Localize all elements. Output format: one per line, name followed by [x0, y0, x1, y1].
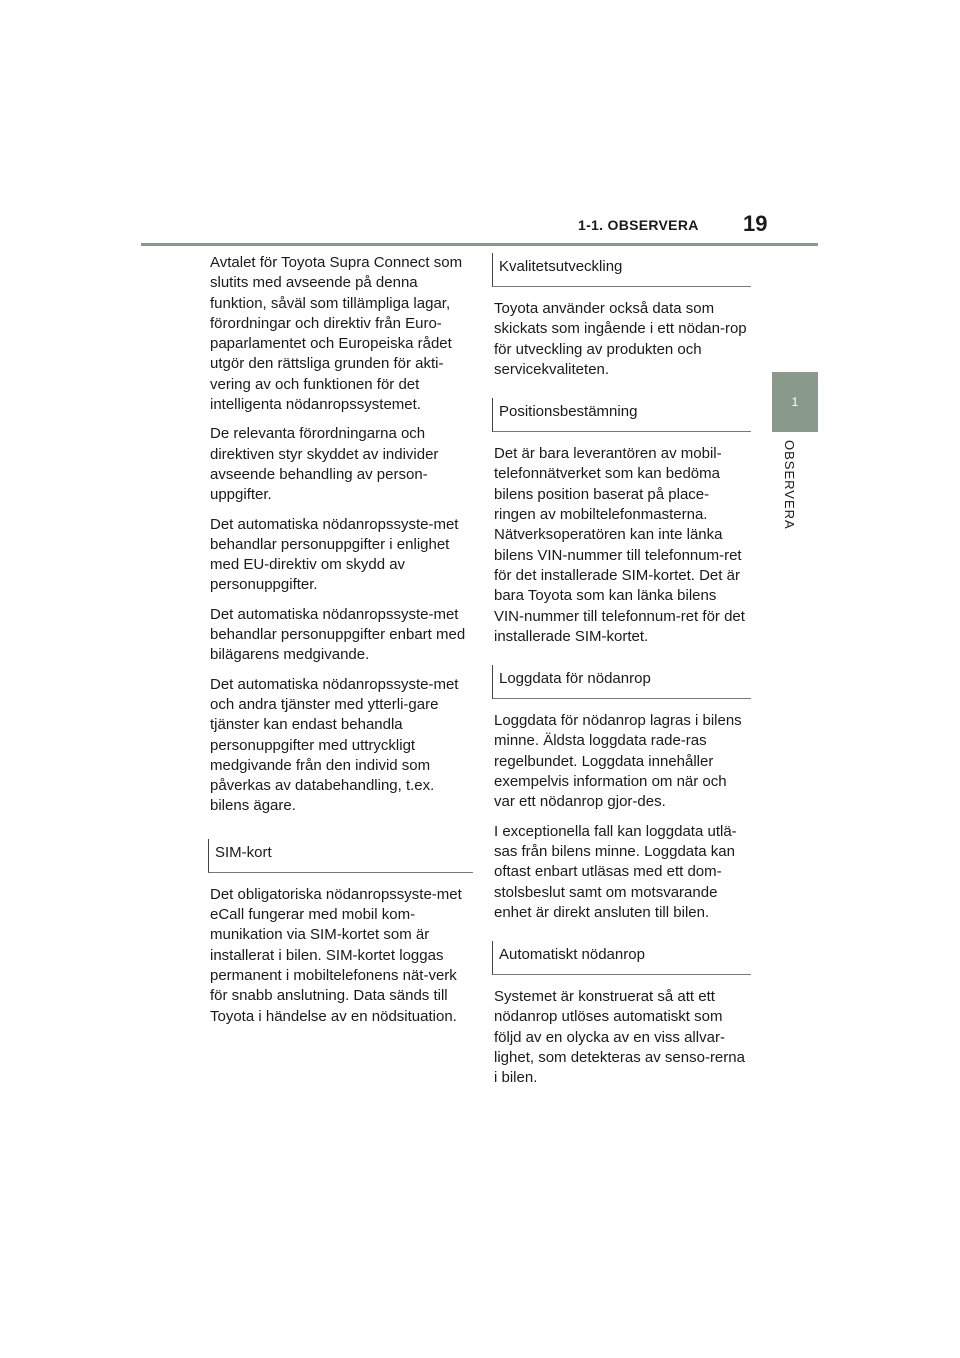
paragraph: Toyota använder också data som skickats som ingående i ett nödan-rop för utveckling av produkten och servicekvaliteten. — [494, 300, 747, 378]
chapter-label: OBSERVERA — [782, 440, 797, 530]
right-column — [494, 253, 750, 1098]
section-heading-sim-card: SIM-kort — [208, 839, 473, 873]
paragraph: Det automatiska nödanropssyste-met behandlar personuppgifter i enlighet med EU-direktiv om skydd av personuppgifter. — [210, 515, 459, 594]
paragraph: Systemet är konstruerat så att ett nödanrop utlöses automatiskt som följd av en olycka av en viss allvar-lighet, som detekteras av senso-rerna i bilen. — [494, 988, 745, 1087]
section-title: 1-1. OBSERVERA — [578, 217, 699, 233]
chapter-tab[interactable] — [772, 372, 818, 432]
chapter-number: 1 — [791, 395, 799, 409]
paragraph: Det är bara leverantören av mobil-telefonnätverket som kan bedöma bilens position baserat på place-ringen av mobiltelefonmasterna. Nätverksoperatören kan inte länka bilens VIN-nummer till telefonnum-ret för det installerade SIM-kortet. Det är bara Toyota som kan länka bilens VIN-nummer till telefonnum-ret för det installerade SIM-kortet. — [494, 445, 745, 645]
paragraph: I exceptionella fall kan loggdata utlä-sas från bilens minne. Loggdata kan oftast enbart utläsas med ett dom-stolsbeslut samt om motsvarande enhet är direkt ansluten till bilen. — [494, 822, 737, 921]
section-heading-positioning: Positionsbestämning — [492, 398, 751, 432]
section-heading-log-data: Loggdata för nödanrop — [492, 665, 751, 699]
header-divider — [141, 243, 818, 246]
section-heading-auto-call: Automatiskt nödanrop — [492, 941, 751, 975]
page-number: 19 — [743, 211, 768, 236]
paragraph: Det obligatoriska nödanropssyste-met eCall fungerar med mobil kom-munikation via SIM-kortet som är installerat i bilen. SIM-kortet loggas permanent i mobiltelefonens nät-verk för snabb anslutning. Data sänds till Toyota i händelse av en nödsituation. — [210, 885, 462, 1025]
paragraph: Det automatiska nödanropssyste-met och andra tjänster med ytterli-gare tjänster kan endast behandla personuppgifter med uttryckligt medgivande från den individ som påverkas av databehandling, t.ex. bilens ägare. — [210, 675, 459, 815]
paragraph: De relevanta förordningarna och direktiven styr skyddet av individer avseende behandling av person-uppgifter. — [210, 425, 439, 504]
paragraph: Avtalet för Toyota Supra Connect som slutits med avseende på denna funktion, såväl som tillämpliga lagar, förordningar och direktiv från Euro-paparlamentet och Europeiska rådet utgör den rättsliga grunden för akti-vering av och funktionen för det intelligenta nödanropssystemet. — [210, 254, 463, 414]
section-heading-quality: Kvalitetsutveckling — [492, 253, 751, 287]
left-column — [210, 253, 470, 1036]
paragraph: Loggdata för nödanrop lagras i bilens minne. Äldsta loggdata rade-ras regelbundet. Loggdata innehåller exempelvis information om när och var ett nödanrop gjor-des. — [494, 712, 742, 811]
paragraph: Det automatiska nödanropssyste-met behandlar personuppgifter enbart med bilägarens medgivande. — [210, 605, 466, 664]
